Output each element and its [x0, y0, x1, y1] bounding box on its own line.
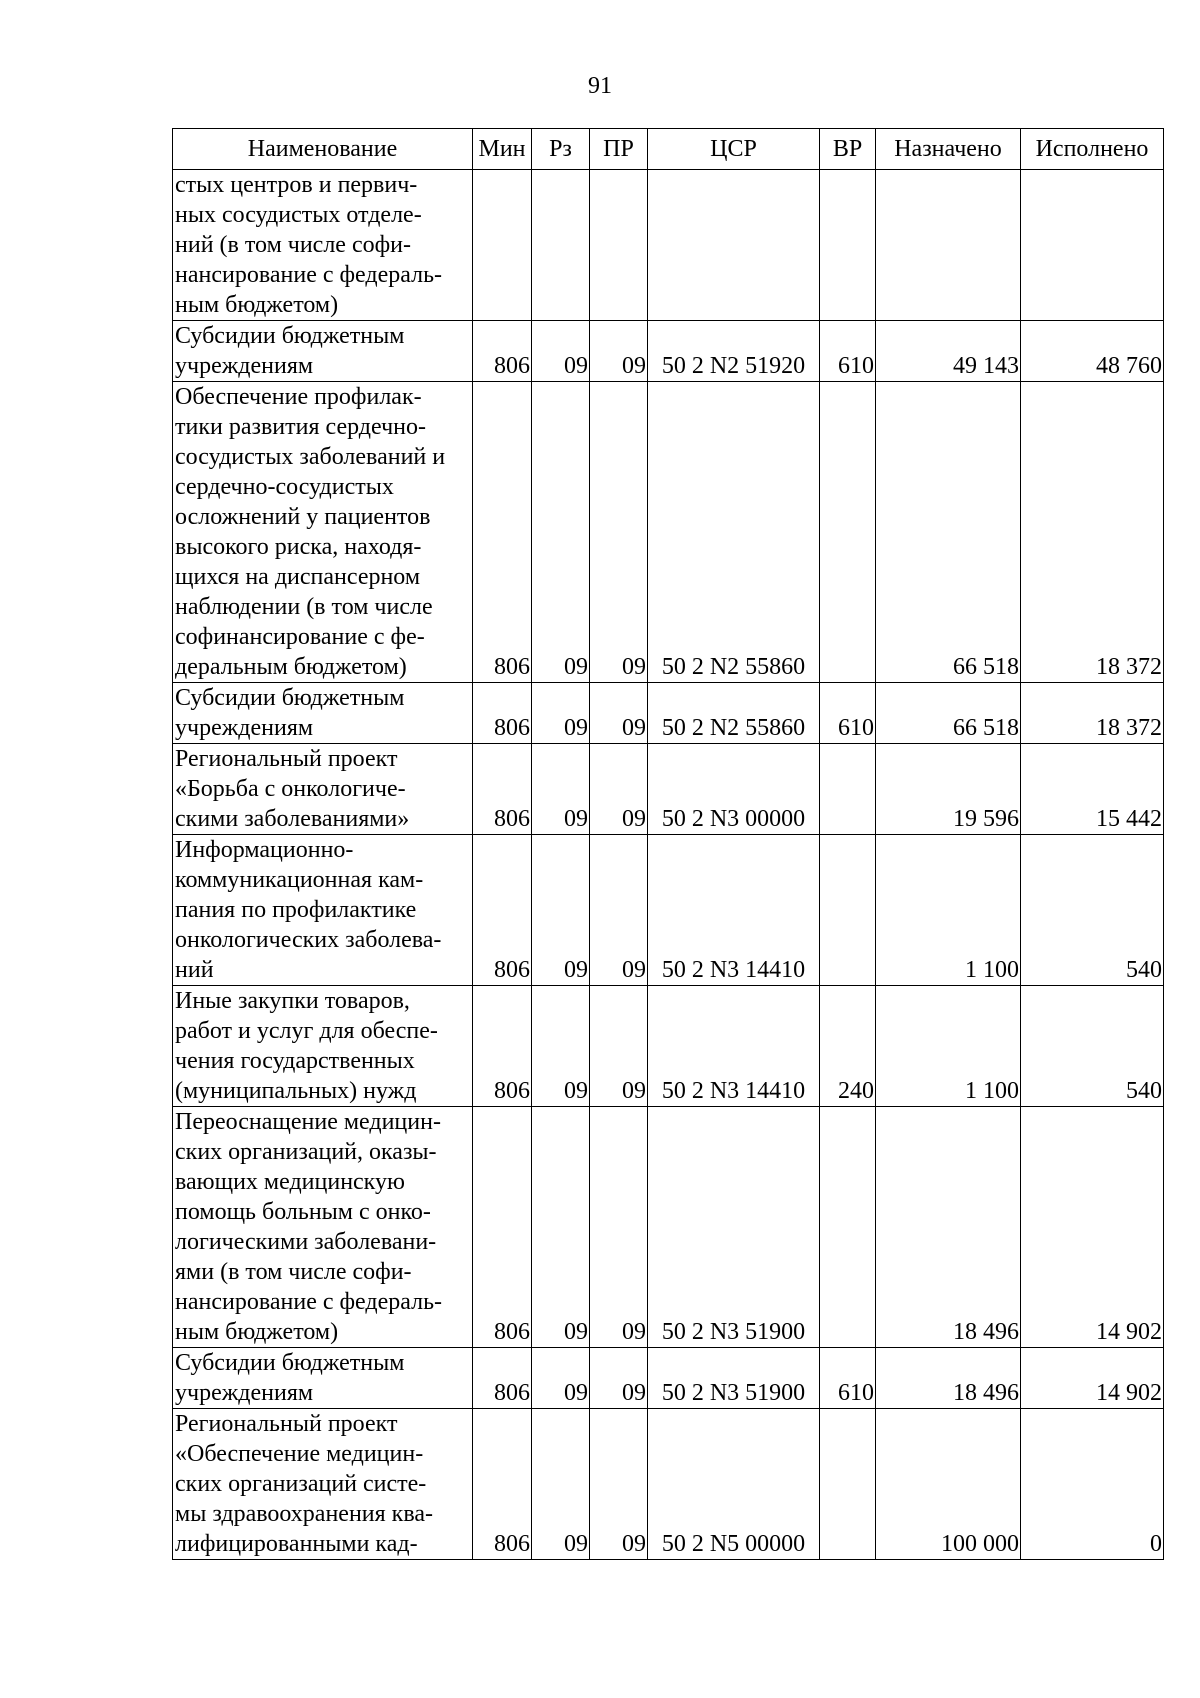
- header-rz: Рз: [532, 129, 590, 170]
- cell-min: 806: [473, 835, 532, 986]
- table-row: [173, 1348, 1164, 1409]
- cell-vr: [820, 382, 876, 683]
- cell-name: [173, 683, 473, 744]
- table-row: [173, 835, 1164, 986]
- cell-assigned: 1 100: [876, 986, 1021, 1107]
- cell-vr: [820, 1409, 876, 1560]
- cell-pr: 09: [590, 382, 648, 683]
- cell-vr: [820, 170, 876, 321]
- cell-pr: 09: [590, 744, 648, 835]
- cell-rz: 09: [532, 382, 590, 683]
- name-line: ских организаций, оказы-: [175, 1139, 437, 1165]
- name-line: помощь больным с онко-: [175, 1199, 431, 1225]
- cell-rz: 09: [532, 1348, 590, 1409]
- cell-csr: [648, 170, 820, 321]
- name-line: наблюдении (в том числе: [175, 594, 433, 620]
- name-line: нансирование с федераль-: [175, 1289, 443, 1315]
- header-csr: ЦСР: [648, 129, 820, 170]
- name-line: щихся на диспансерном: [175, 564, 421, 590]
- cell-executed: 0: [1021, 1409, 1164, 1560]
- name-line: высокого риска, находя-: [175, 534, 422, 560]
- cell-csr: 50 2 N3 14410: [648, 986, 820, 1107]
- cell-vr: [820, 835, 876, 986]
- cell-vr: 610: [820, 683, 876, 744]
- budget-table: [172, 128, 1164, 1560]
- cell-rz: 09: [532, 1107, 590, 1348]
- header-name: Наименование: [173, 129, 473, 170]
- name-line: работ и услуг для обеспе-: [175, 1018, 438, 1044]
- cell-pr: [590, 170, 648, 321]
- cell-pr: 09: [590, 986, 648, 1107]
- cell-vr: [820, 744, 876, 835]
- name-line: ным бюджетом): [175, 1319, 339, 1345]
- cell-name: [173, 1107, 473, 1348]
- name-line: сосудистых заболеваний и: [175, 444, 446, 470]
- cell-pr: 09: [590, 1107, 648, 1348]
- cell-assigned: 49 143: [876, 321, 1021, 382]
- name-line: ями (в том числе софи-: [175, 1259, 412, 1285]
- name-line: софинансирование с фе-: [175, 624, 425, 650]
- table-row: [173, 1107, 1164, 1348]
- cell-name: [173, 986, 473, 1107]
- name-line: Переоснащение медицин-: [175, 1109, 441, 1135]
- table-header-row: [173, 129, 1164, 170]
- name-line: Субсидии бюджетным: [175, 1350, 405, 1376]
- name-line: онкологических заболева-: [175, 927, 442, 953]
- cell-csr: 50 2 N3 51900: [648, 1107, 820, 1348]
- cell-pr: 09: [590, 1409, 648, 1560]
- name-line: ным бюджетом): [175, 292, 339, 318]
- cell-pr: 09: [590, 683, 648, 744]
- cell-pr: 09: [590, 1348, 648, 1409]
- cell-min: [473, 170, 532, 321]
- name-line: осложнений у пациентов: [175, 504, 431, 530]
- cell-name: [173, 1348, 473, 1409]
- cell-csr: 50 2 N3 14410: [648, 835, 820, 986]
- cell-executed: 540: [1021, 835, 1164, 986]
- cell-name: [173, 744, 473, 835]
- name-line: чения государственных: [175, 1048, 415, 1074]
- table-row: [173, 986, 1164, 1107]
- cell-min: 806: [473, 683, 532, 744]
- name-line: деральным бюджетом): [175, 654, 407, 680]
- cell-min: 806: [473, 744, 532, 835]
- cell-pr: 09: [590, 835, 648, 986]
- cell-assigned: [876, 170, 1021, 321]
- name-line: нансирование с федераль-: [175, 262, 443, 288]
- table-row: [173, 321, 1164, 382]
- cell-executed: 48 760: [1021, 321, 1164, 382]
- name-line: сердечно-сосудистых: [175, 474, 394, 500]
- cell-csr: 50 2 N5 00000: [648, 1409, 820, 1560]
- name-line: «Борьба с онкологиче-: [175, 776, 406, 802]
- cell-pr: 09: [590, 321, 648, 382]
- cell-assigned: 100 000: [876, 1409, 1021, 1560]
- header-executed: Исполнено: [1021, 129, 1164, 170]
- cell-assigned: 18 496: [876, 1348, 1021, 1409]
- cell-vr: 240: [820, 986, 876, 1107]
- cell-executed: [1021, 170, 1164, 321]
- cell-name: [173, 321, 473, 382]
- cell-name: [173, 1409, 473, 1560]
- name-line: тики развития сердечно-: [175, 414, 426, 440]
- name-line: Иные закупки товаров,: [175, 988, 410, 1014]
- cell-rz: 09: [532, 744, 590, 835]
- cell-csr: 50 2 N2 55860: [648, 382, 820, 683]
- cell-executed: 18 372: [1021, 683, 1164, 744]
- name-line: логическими заболевани-: [175, 1229, 437, 1255]
- name-line: Субсидии бюджетным: [175, 685, 405, 711]
- cell-vr: 610: [820, 321, 876, 382]
- cell-executed: 15 442: [1021, 744, 1164, 835]
- cell-assigned: 18 496: [876, 1107, 1021, 1348]
- cell-rz: 09: [532, 986, 590, 1107]
- table-row: [173, 1409, 1164, 1560]
- cell-min: 806: [473, 1107, 532, 1348]
- cell-assigned: 19 596: [876, 744, 1021, 835]
- cell-name: [173, 382, 473, 683]
- cell-executed: 14 902: [1021, 1107, 1164, 1348]
- name-line: учреждениям: [175, 353, 314, 379]
- header-pr: ПР: [590, 129, 648, 170]
- cell-name: [173, 835, 473, 986]
- name-line: Региональный проект: [175, 746, 398, 772]
- cell-assigned: 66 518: [876, 683, 1021, 744]
- cell-min: 806: [473, 1348, 532, 1409]
- name-line: ний: [175, 957, 214, 983]
- cell-vr: 610: [820, 1348, 876, 1409]
- cell-rz: [532, 170, 590, 321]
- cell-csr: 50 2 N3 51900: [648, 1348, 820, 1409]
- cell-min: 806: [473, 986, 532, 1107]
- name-line: лифицированными кад-: [175, 1531, 418, 1557]
- name-line: «Обеспечение медицин-: [175, 1441, 424, 1467]
- name-line: учреждениям: [175, 1380, 314, 1406]
- header-assigned: Назначено: [876, 129, 1021, 170]
- name-line: стых центров и первич-: [175, 172, 418, 198]
- name-line: ских организаций систе-: [175, 1471, 427, 1497]
- cell-executed: 14 902: [1021, 1348, 1164, 1409]
- name-line: Обеспечение профилак-: [175, 384, 422, 410]
- table-row: [173, 744, 1164, 835]
- name-line: ных сосудистых отделе-: [175, 202, 422, 228]
- cell-rz: 09: [532, 321, 590, 382]
- cell-assigned: 66 518: [876, 382, 1021, 683]
- cell-min: 806: [473, 382, 532, 683]
- name-line: коммуникационная кам-: [175, 867, 424, 893]
- name-line: пания по профилактике: [175, 897, 417, 923]
- name-line: Информационно-: [175, 837, 354, 863]
- cell-rz: 09: [532, 683, 590, 744]
- table-body: [173, 170, 1164, 1560]
- cell-assigned: 1 100: [876, 835, 1021, 986]
- table-row: [173, 170, 1164, 321]
- cell-min: 806: [473, 321, 532, 382]
- header-vr: ВР: [820, 129, 876, 170]
- name-line: вающих медицинскую: [175, 1169, 405, 1195]
- cell-rz: 09: [532, 835, 590, 986]
- cell-min: 806: [473, 1409, 532, 1560]
- table-row: [173, 382, 1164, 683]
- table-row: [173, 683, 1164, 744]
- cell-csr: 50 2 N2 51920: [648, 321, 820, 382]
- cell-rz: 09: [532, 1409, 590, 1560]
- page-number: 91: [588, 73, 612, 99]
- name-line: скими заболеваниями»: [175, 806, 410, 832]
- cell-executed: 18 372: [1021, 382, 1164, 683]
- name-line: учреждениям: [175, 715, 314, 741]
- name-line: Региональный проект: [175, 1411, 398, 1437]
- cell-name: [173, 170, 473, 321]
- cell-vr: [820, 1107, 876, 1348]
- cell-csr: 50 2 N3 00000: [648, 744, 820, 835]
- name-line: (муниципальных) нужд: [175, 1078, 417, 1104]
- header-min: Мин: [473, 129, 532, 170]
- cell-csr: 50 2 N2 55860: [648, 683, 820, 744]
- name-line: ний (в том числе софи-: [175, 232, 411, 258]
- name-line: Субсидии бюджетным: [175, 323, 405, 349]
- name-line: мы здравоохранения ква-: [175, 1501, 433, 1527]
- cell-executed: 540: [1021, 986, 1164, 1107]
